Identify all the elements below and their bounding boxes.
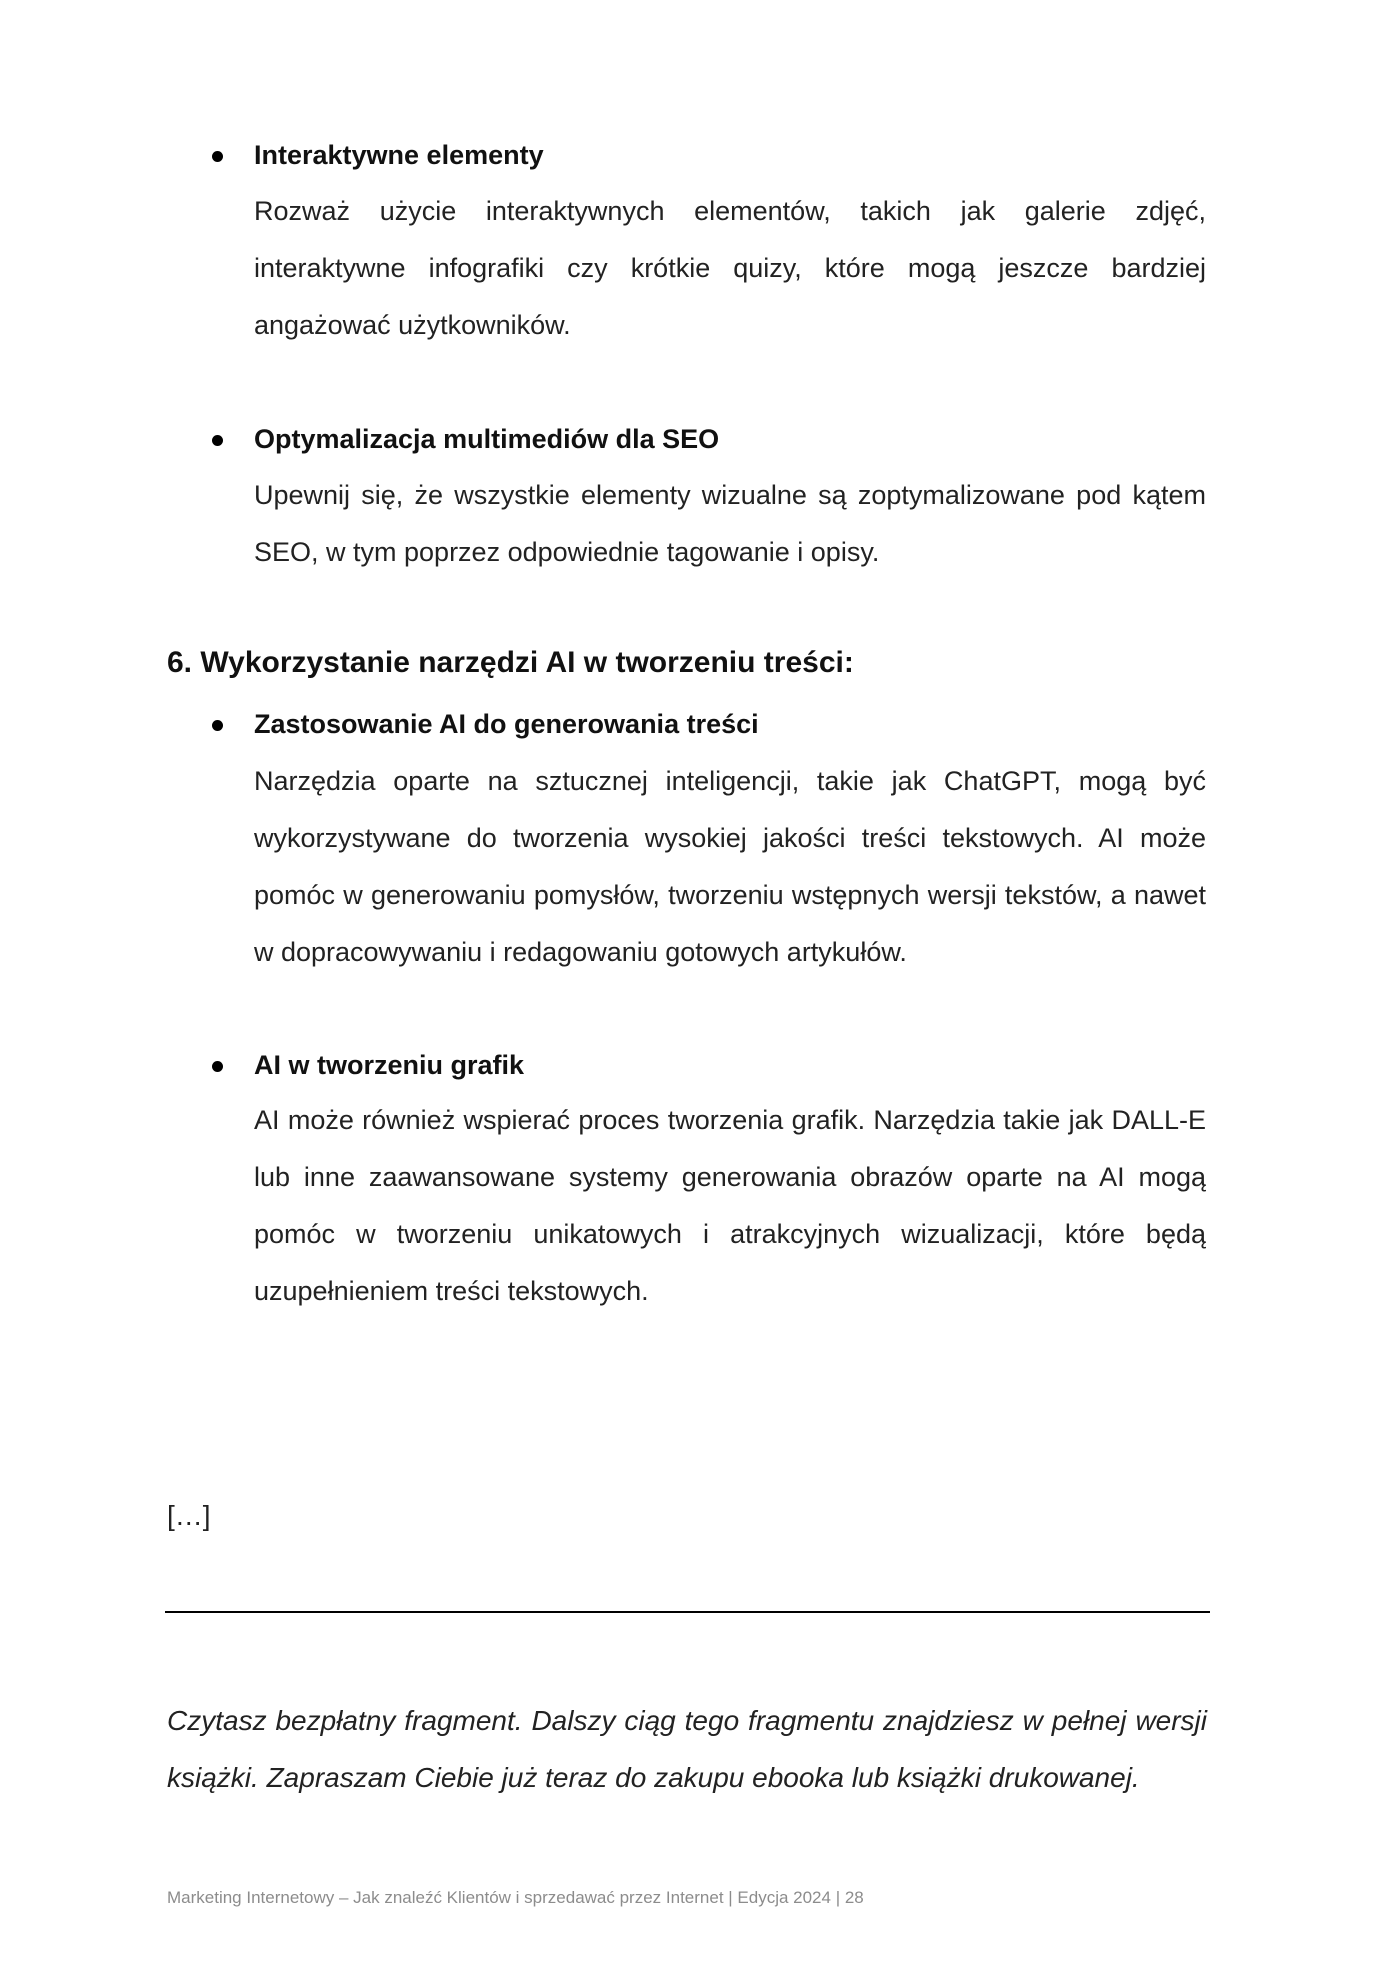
- bullet-icon: [212, 1061, 223, 1072]
- bullet-body: Narzędzia oparte na sztucznej inteligencji, takie jak ChatGPT, mogą być wykorzystywane do tworzenia wysokiej jakości treści tekstowych. AI może pomóc w generowaniu pomysłów, tworzeniu wstępnych wersji tekstów, a nawet w dopracowywaniu i redagowaniu gotowych artykułów.: [254, 766, 1206, 967]
- free-fragment-note: Czytasz bezpłatny fragment. Dalszy ciąg tego fragmentu znajdziesz w pełnej wersji książki. Zapraszam Ciebie już teraz do zakupu ebooka lub książki drukowanej.: [167, 1705, 1207, 1793]
- bullet-title: Optymalizacja multimediów dla SEO: [254, 424, 720, 454]
- bullet-body: Rozważ użycie interaktywnych elementów, takich jak galerie zdjęć, interaktywne infografiki czy krótkie quizy, które mogą jeszcze bardziej angażować użytkowników.: [254, 196, 1206, 340]
- bullet-body: AI może również wspierać proces tworzenia grafik. Narzędzia takie jak DALL-E lub inne zaawansowane systemy generowania obrazów oparte na AI mogą pomóc w tworzeniu unikatowych i atrakcyjnych wizualizacji, które będą uzupełnieniem treści tekstowych.: [254, 1105, 1206, 1306]
- bullet-icon: [212, 720, 223, 731]
- bullet-icon: [212, 435, 223, 446]
- bullet-title: Zastosowanie AI do generowania treści: [254, 709, 759, 739]
- section-heading: 6. Wykorzystanie narzędzi AI w tworzeniu treści:: [167, 646, 854, 679]
- bullet-body: Upewnij się, że wszystkie elementy wizualne są zoptymalizowane pod kątem SEO, w tym poprzez odpowiednie tagowanie i opisy.: [254, 480, 1206, 567]
- bullet-icon: [212, 151, 223, 162]
- page-footer: Marketing Internetowy – Jak znaleźć Klientów i sprzedawać przez Internet | Edycja 2024 | 28: [167, 1888, 864, 1907]
- divider: [165, 1611, 1210, 1613]
- omission-mark: […]: [167, 1500, 211, 1531]
- bullet-title: AI w tworzeniu grafik: [254, 1050, 525, 1080]
- bullet-title: Interaktywne elementy: [254, 140, 544, 170]
